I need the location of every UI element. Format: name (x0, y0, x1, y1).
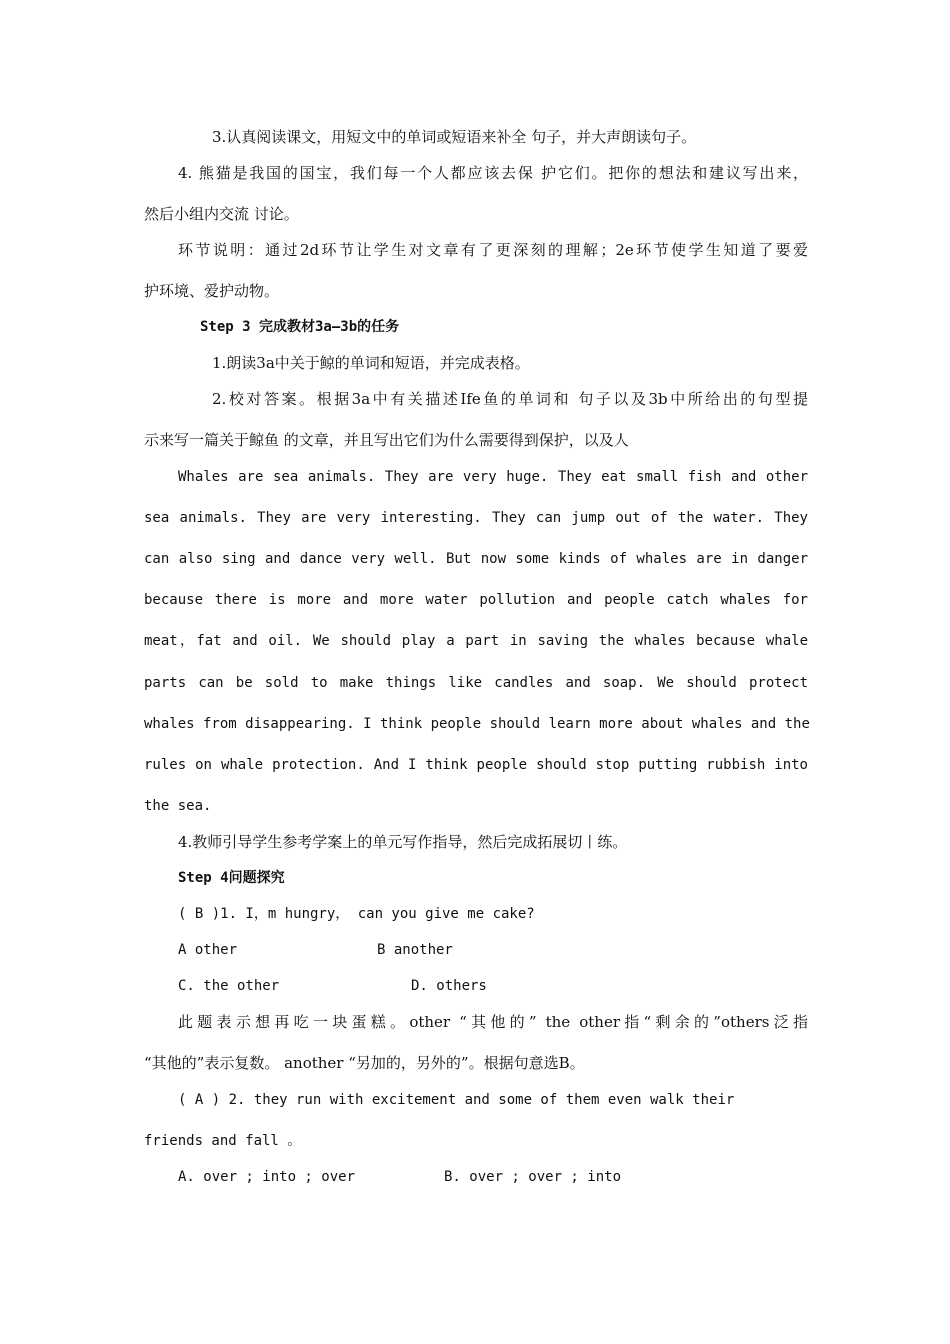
essay-line: parts can be sold to make things like candles and soap. We should protect (144, 675, 808, 691)
question-2: ( A ) 2. they run with excitement and some of them even walk their (178, 1092, 735, 1108)
option-b: B. over ; over ; into (444, 1169, 622, 1185)
text-line: 3.认真阅读课文，用短文中的单词或短语来补全 句子，并大声朗读句子。 (212, 128, 697, 146)
option-d: D. others (411, 978, 487, 994)
text-line: 4. 熊猫是我国的国宝，我们每一个人都应该去保 护它们。把你的想法和建议写出来， (178, 164, 808, 182)
question-1: ( B )1. I，m hungry， can you give me cake? (178, 906, 535, 922)
text-line: 然后小组内交流 讨论。 (144, 205, 299, 223)
essay-line: Whales are sea animals. They are very huge. They eat small fish and other (178, 469, 808, 485)
section-heading: Step 4问题探究 (178, 870, 285, 886)
essay-line: the sea. (144, 798, 212, 814)
explanation-line: “其他的”表示复数。 another “另加的，另外的”。根据句意选B。 (144, 1054, 585, 1072)
text-line: 示来写一篇关于鲸鱼 的文章，并且写出它们为什么需要得到保护，以及人 (144, 431, 629, 449)
section-heading: Step 3 完成教材3a—3b的任务 (200, 319, 400, 335)
explanation-line: 此题表示想再吃一块蛋糕。other “其他的” the other指“剩余的”others泛指 (178, 1013, 808, 1031)
option-a: A. over ; into ; over (178, 1169, 356, 1185)
option-b: B another (377, 942, 453, 958)
text-line: 护环境、爱护动物。 (144, 282, 280, 300)
text-line: 4.教师引导学生参考学案上的单元写作指导，然后完成拓展切丨练。 (178, 833, 628, 851)
essay-line: sea animals. They are very interesting. They can jump out of the water. They (144, 510, 808, 526)
option-a: A other (178, 942, 238, 958)
essay-line: because there is more and more water pollution and people catch whales for (144, 592, 808, 608)
text-line: 2.校对答案。根据3a中有关描述Ife鱼的单词和 句子以及3b中所给出的句型提 (212, 390, 808, 408)
option-c: C. the other (178, 978, 280, 994)
text-line: 环节说明：通过2d环节让学生对文章有了更深刻的理解；2e环节使学生知道了要爱 (178, 241, 808, 259)
essay-line: meat，fat and oil. We should play a part in saving the whales because whale (144, 633, 808, 649)
essay-line: can also sing and dance very well. But now some kinds of whales are in danger (144, 551, 808, 567)
text-line: 1.朗读3a中关于鲸的单词和短语，并完成表格。 (212, 354, 530, 372)
essay-line: whales from disappearing. I think people should learn more about whales and the (144, 716, 810, 732)
essay-line: rules on whale protection. And I think people should stop putting rubbish into (144, 757, 808, 773)
question-2-continued: friends and fall 。 (144, 1133, 302, 1149)
